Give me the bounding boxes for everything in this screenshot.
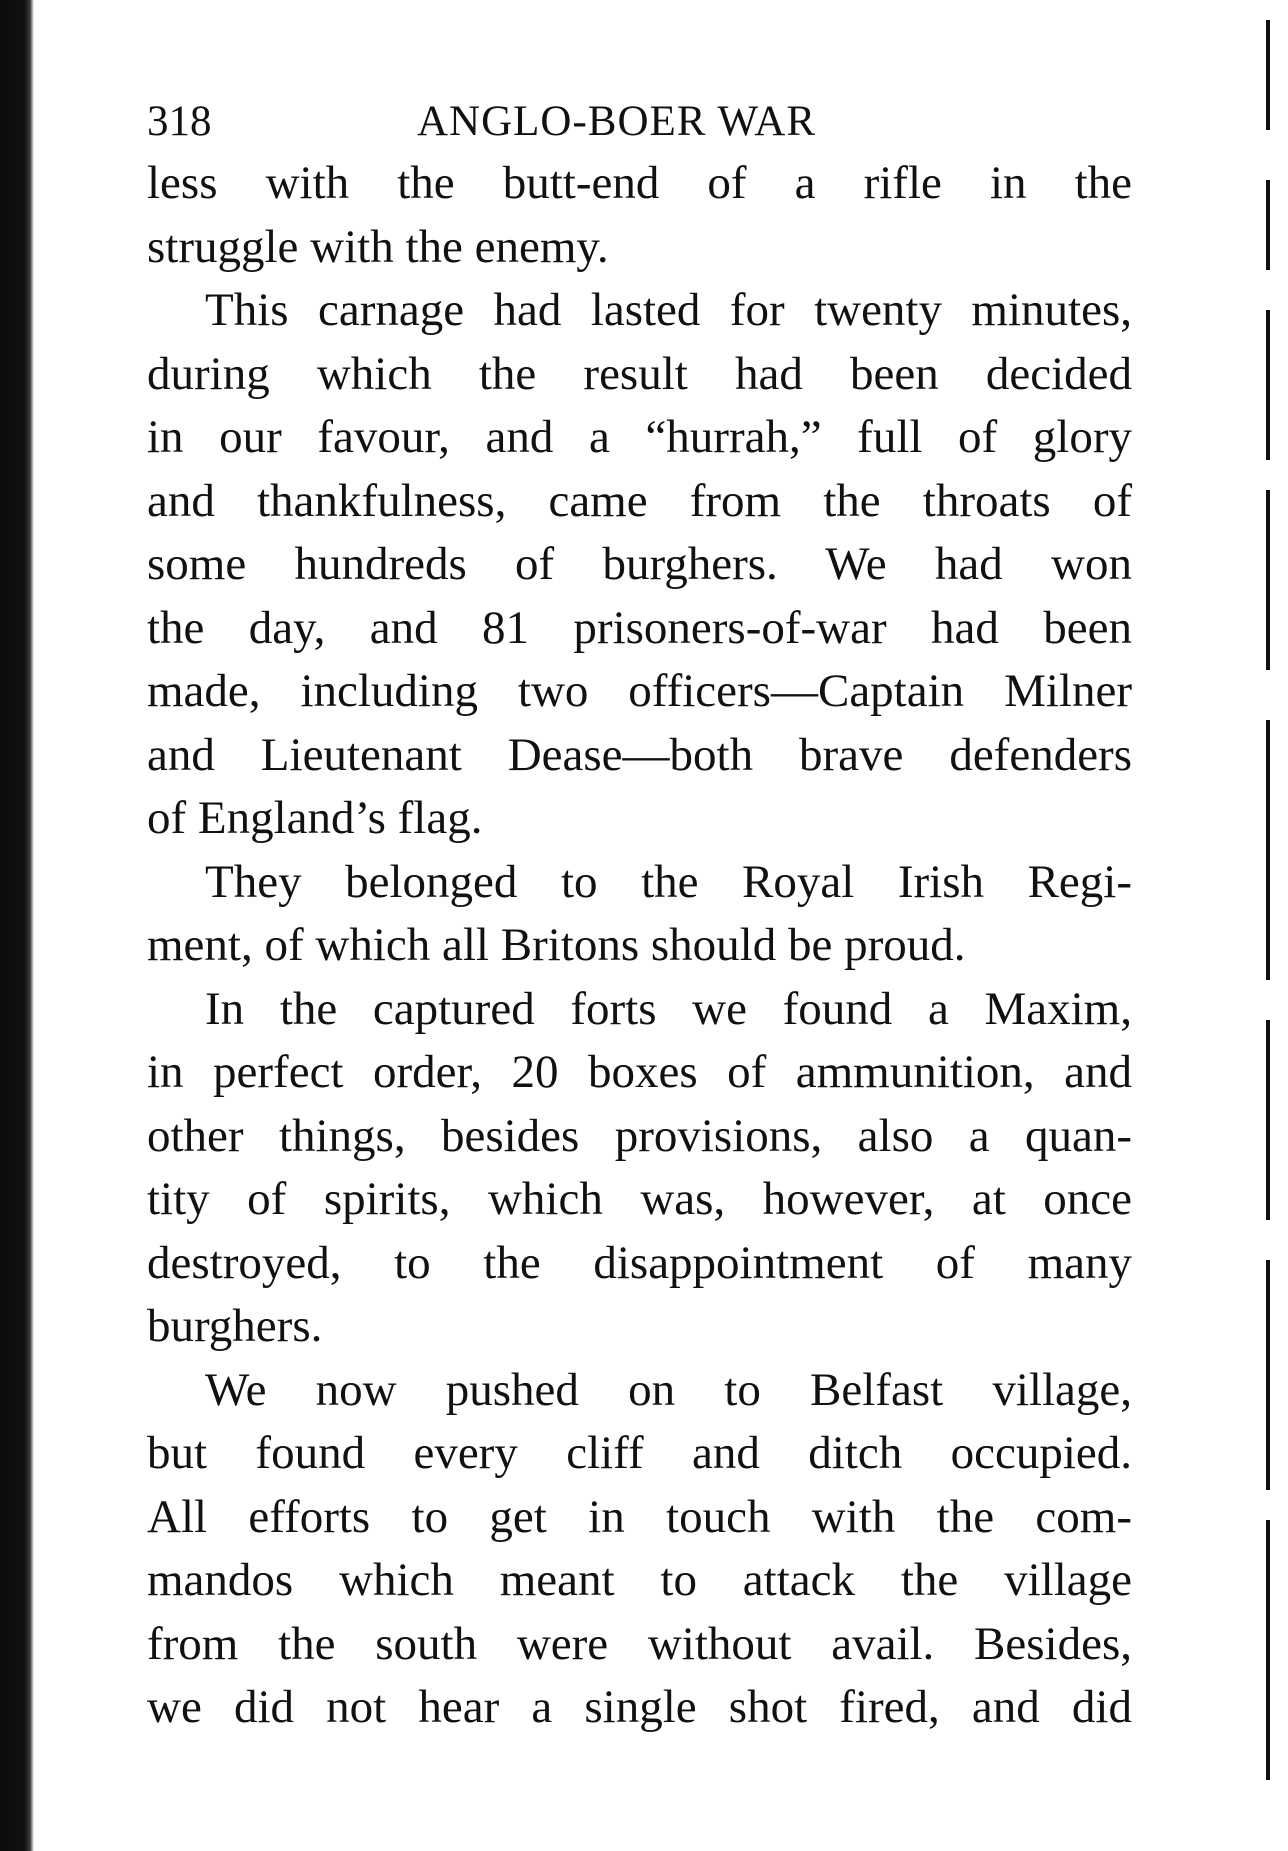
scan-mark	[1266, 180, 1270, 270]
text-line: All efforts to get in touch with the com-	[147, 1490, 1132, 1543]
text-line: destroyed, to the disappointment of many	[147, 1236, 1132, 1289]
running-head	[147, 92, 1132, 152]
text-line: in our favour, and a “hurrah,” full of glory	[147, 411, 1132, 463]
text-line: of England’s flag.	[147, 792, 483, 844]
paragraph	[147, 851, 1132, 978]
scan-mark	[1266, 310, 1270, 460]
scan-edge-right	[1262, 20, 1276, 1780]
text-line: from the south were without avail. Besides,	[147, 1617, 1132, 1670]
text-line: the day, and 81 prisoners-of-war had been	[147, 601, 1132, 654]
scan-mark	[1266, 720, 1270, 980]
text-line: in perfect order, 20 boxes of ammunition, and	[147, 1046, 1132, 1098]
text-line: We now pushed on to Belfast village,	[205, 1363, 1132, 1416]
scan-edge-left	[0, 0, 34, 1851]
scan-mark	[1266, 490, 1270, 670]
text-line: struggle with the enemy.	[147, 220, 609, 273]
scan-mark	[1266, 20, 1270, 130]
text-line: made, including two officers—Captain Milner	[147, 665, 1132, 717]
body-text	[147, 152, 1132, 1740]
text-line: other things, besides provisions, also a quan-	[147, 1109, 1132, 1162]
text-line: and thankfulness, came from the throats of	[147, 474, 1132, 527]
text-line: but found every cliff and ditch occupied.	[147, 1427, 1132, 1479]
scan-mark	[1266, 1020, 1270, 1220]
text-line: mandos which meant to attack the village	[147, 1554, 1132, 1606]
text-line: They belonged to the Royal Irish Regi-	[205, 855, 1132, 908]
paragraph	[147, 1359, 1132, 1740]
text-line: some hundreds of burghers. We had won	[147, 538, 1132, 590]
text-line: This carnage had lasted for twenty minutes,	[205, 284, 1132, 336]
text-line: we did not hear a single shot fired, and did	[147, 1681, 1132, 1733]
text-line: ment, of which all Britons should be proud.	[147, 919, 966, 971]
paragraph	[147, 978, 1132, 1359]
text-line: tity of spirits, which was, however, at once	[147, 1173, 1132, 1225]
paragraph	[147, 279, 1132, 851]
scan-mark	[1266, 1260, 1270, 1490]
text-line: burghers.	[147, 1300, 323, 1352]
paragraph	[147, 152, 1132, 279]
scan-mark	[1266, 1520, 1270, 1780]
text-line: In the captured forts we found a Maxim,	[205, 982, 1132, 1035]
text-line: less with the butt-end of a rifle in the	[147, 157, 1132, 209]
book-page	[147, 92, 1132, 1740]
page-number: 318	[147, 98, 212, 145]
text-line: and Lieutenant Dease—both brave defenders	[147, 728, 1132, 781]
running-head-title: ANGLO-BOER WAR	[417, 98, 817, 145]
text-line: during which the result had been decided	[147, 347, 1132, 400]
